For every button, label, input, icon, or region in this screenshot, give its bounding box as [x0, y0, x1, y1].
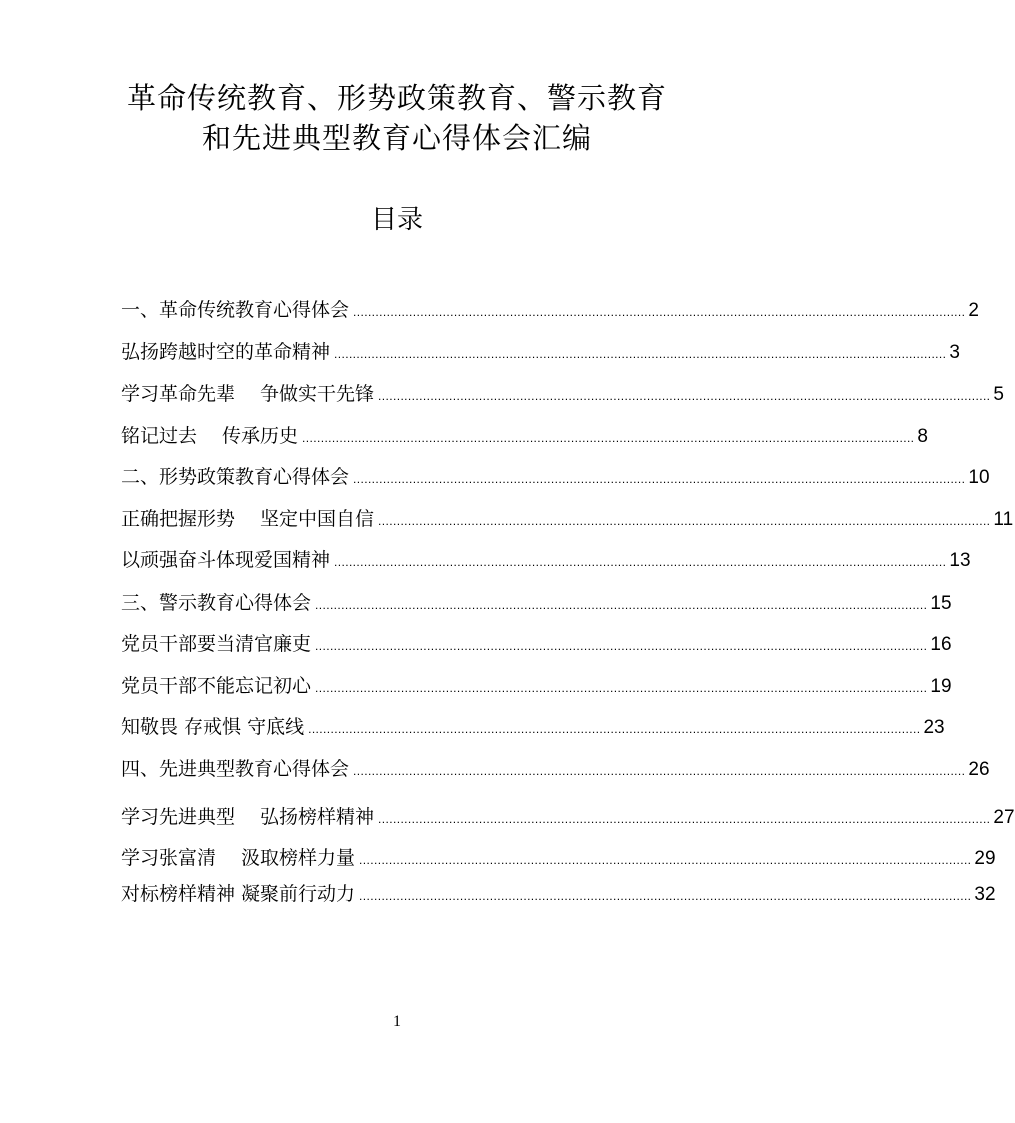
toc-entry[interactable] [121, 755, 990, 785]
toc-entry-page: 32 [974, 884, 996, 905]
toc-leader-dots: .................................................................................................................................................................... [302, 431, 915, 445]
toc-entry-label: 弘扬跨越时空的革命精神 [121, 341, 331, 363]
toc-entry-page: 10 [968, 467, 990, 488]
toc-leader-dots: .................................................................................................................................................................... [378, 514, 991, 528]
toc-entry-page: 5 [993, 384, 1004, 405]
toc-leader-dots: .................................................................................................................................................................... [315, 639, 928, 653]
toc-heading: 目录 [370, 205, 423, 235]
toc-entry-label: 四、先进典型教育心得体会 [121, 758, 350, 780]
toc-entry-label: 党员干部要当清官廉吏 [121, 633, 312, 655]
toc-entry-page: 23 [923, 717, 945, 738]
toc-entry[interactable] [121, 296, 979, 326]
toc-leader-dots: .................................................................................................................................................................... [315, 598, 928, 612]
toc-entry[interactable] [121, 672, 952, 702]
toc-entry-page: 29 [974, 848, 996, 869]
toc-leader-dots: .................................................................................................................................................................... [353, 305, 966, 319]
toc-entry-label: 知敬畏 存戒惧 守底线 [121, 716, 305, 738]
toc-leader-dots: .................................................................................................................................................................... [353, 472, 966, 486]
toc-entry-page: 11 [993, 509, 1014, 530]
toc-entry[interactable] [121, 505, 1014, 535]
toc-entry-page: 3 [949, 342, 960, 363]
toc-leader-dots: .................................................................................................................................................................... [334, 555, 947, 569]
toc-entry-page: 19 [930, 676, 952, 697]
toc-entry-label: 三、警示教育心得体会 [121, 592, 312, 614]
toc-entry-page: 2 [968, 300, 979, 321]
toc-entry[interactable] [121, 463, 990, 493]
toc-entry[interactable] [121, 589, 952, 619]
toc-entry-page: 13 [949, 550, 971, 571]
toc-leader-dots: .................................................................................................................................................................... [378, 389, 991, 403]
toc-leader-dots: .................................................................................................................................................................... [308, 722, 921, 736]
toc-entry-label: 学习张富清 汲取榜样力量 [121, 847, 356, 869]
toc-entry-label: 铭记过去 传承历史 [121, 425, 299, 447]
toc-entry-page: 26 [968, 759, 990, 780]
toc-entry-page: 8 [917, 426, 928, 447]
toc-leader-dots: .................................................................................................................................................................... [353, 764, 966, 778]
toc-entry[interactable] [121, 338, 960, 368]
toc-entry-page: 15 [930, 593, 952, 614]
toc-entry[interactable] [121, 713, 945, 743]
toc-leader-dots: .................................................................................................................................................................... [315, 681, 928, 695]
page-number: 1 [393, 1013, 401, 1030]
toc-entry[interactable] [121, 422, 928, 452]
toc-entry-label: 正确把握形势 坚定中国自信 [121, 508, 375, 530]
toc-entry-label: 党员干部不能忘记初心 [121, 675, 312, 697]
toc-entry[interactable] [121, 380, 1004, 410]
toc-entry-label: 学习革命先辈 争做实干先锋 [121, 383, 375, 405]
toc-entry-page: 16 [930, 634, 952, 655]
toc-entry-page: 27 [993, 807, 1015, 828]
toc-entry-label: 对标榜样精神 凝聚前行动力 [121, 883, 356, 905]
toc-entry[interactable] [121, 803, 1015, 833]
toc-entry[interactable] [121, 880, 996, 910]
toc-leader-dots: .................................................................................................................................................................... [359, 853, 972, 867]
toc-entry-label: 以顽强奋斗体现爱国精神 [121, 549, 331, 571]
toc-entry[interactable] [121, 546, 971, 576]
toc-entry[interactable] [121, 630, 952, 660]
toc-leader-dots: .................................................................................................................................................................... [359, 889, 972, 903]
toc-leader-dots: .................................................................................................................................................................... [378, 812, 991, 826]
toc-leader-dots: .................................................................................................................................................................... [334, 347, 947, 361]
title-line-1: 革命传统教育、形势政策教育、警示教育 [126, 81, 667, 115]
toc-entry-label: 学习先进典型 弘扬榜样精神 [121, 806, 375, 828]
title-line-2: 和先进典型教育心得体会汇编 [201, 121, 592, 155]
toc-entry[interactable] [121, 844, 996, 874]
toc-entry-label: 二、形势政策教育心得体会 [121, 466, 350, 488]
toc-entry-label: 一、革命传统教育心得体会 [121, 299, 350, 321]
